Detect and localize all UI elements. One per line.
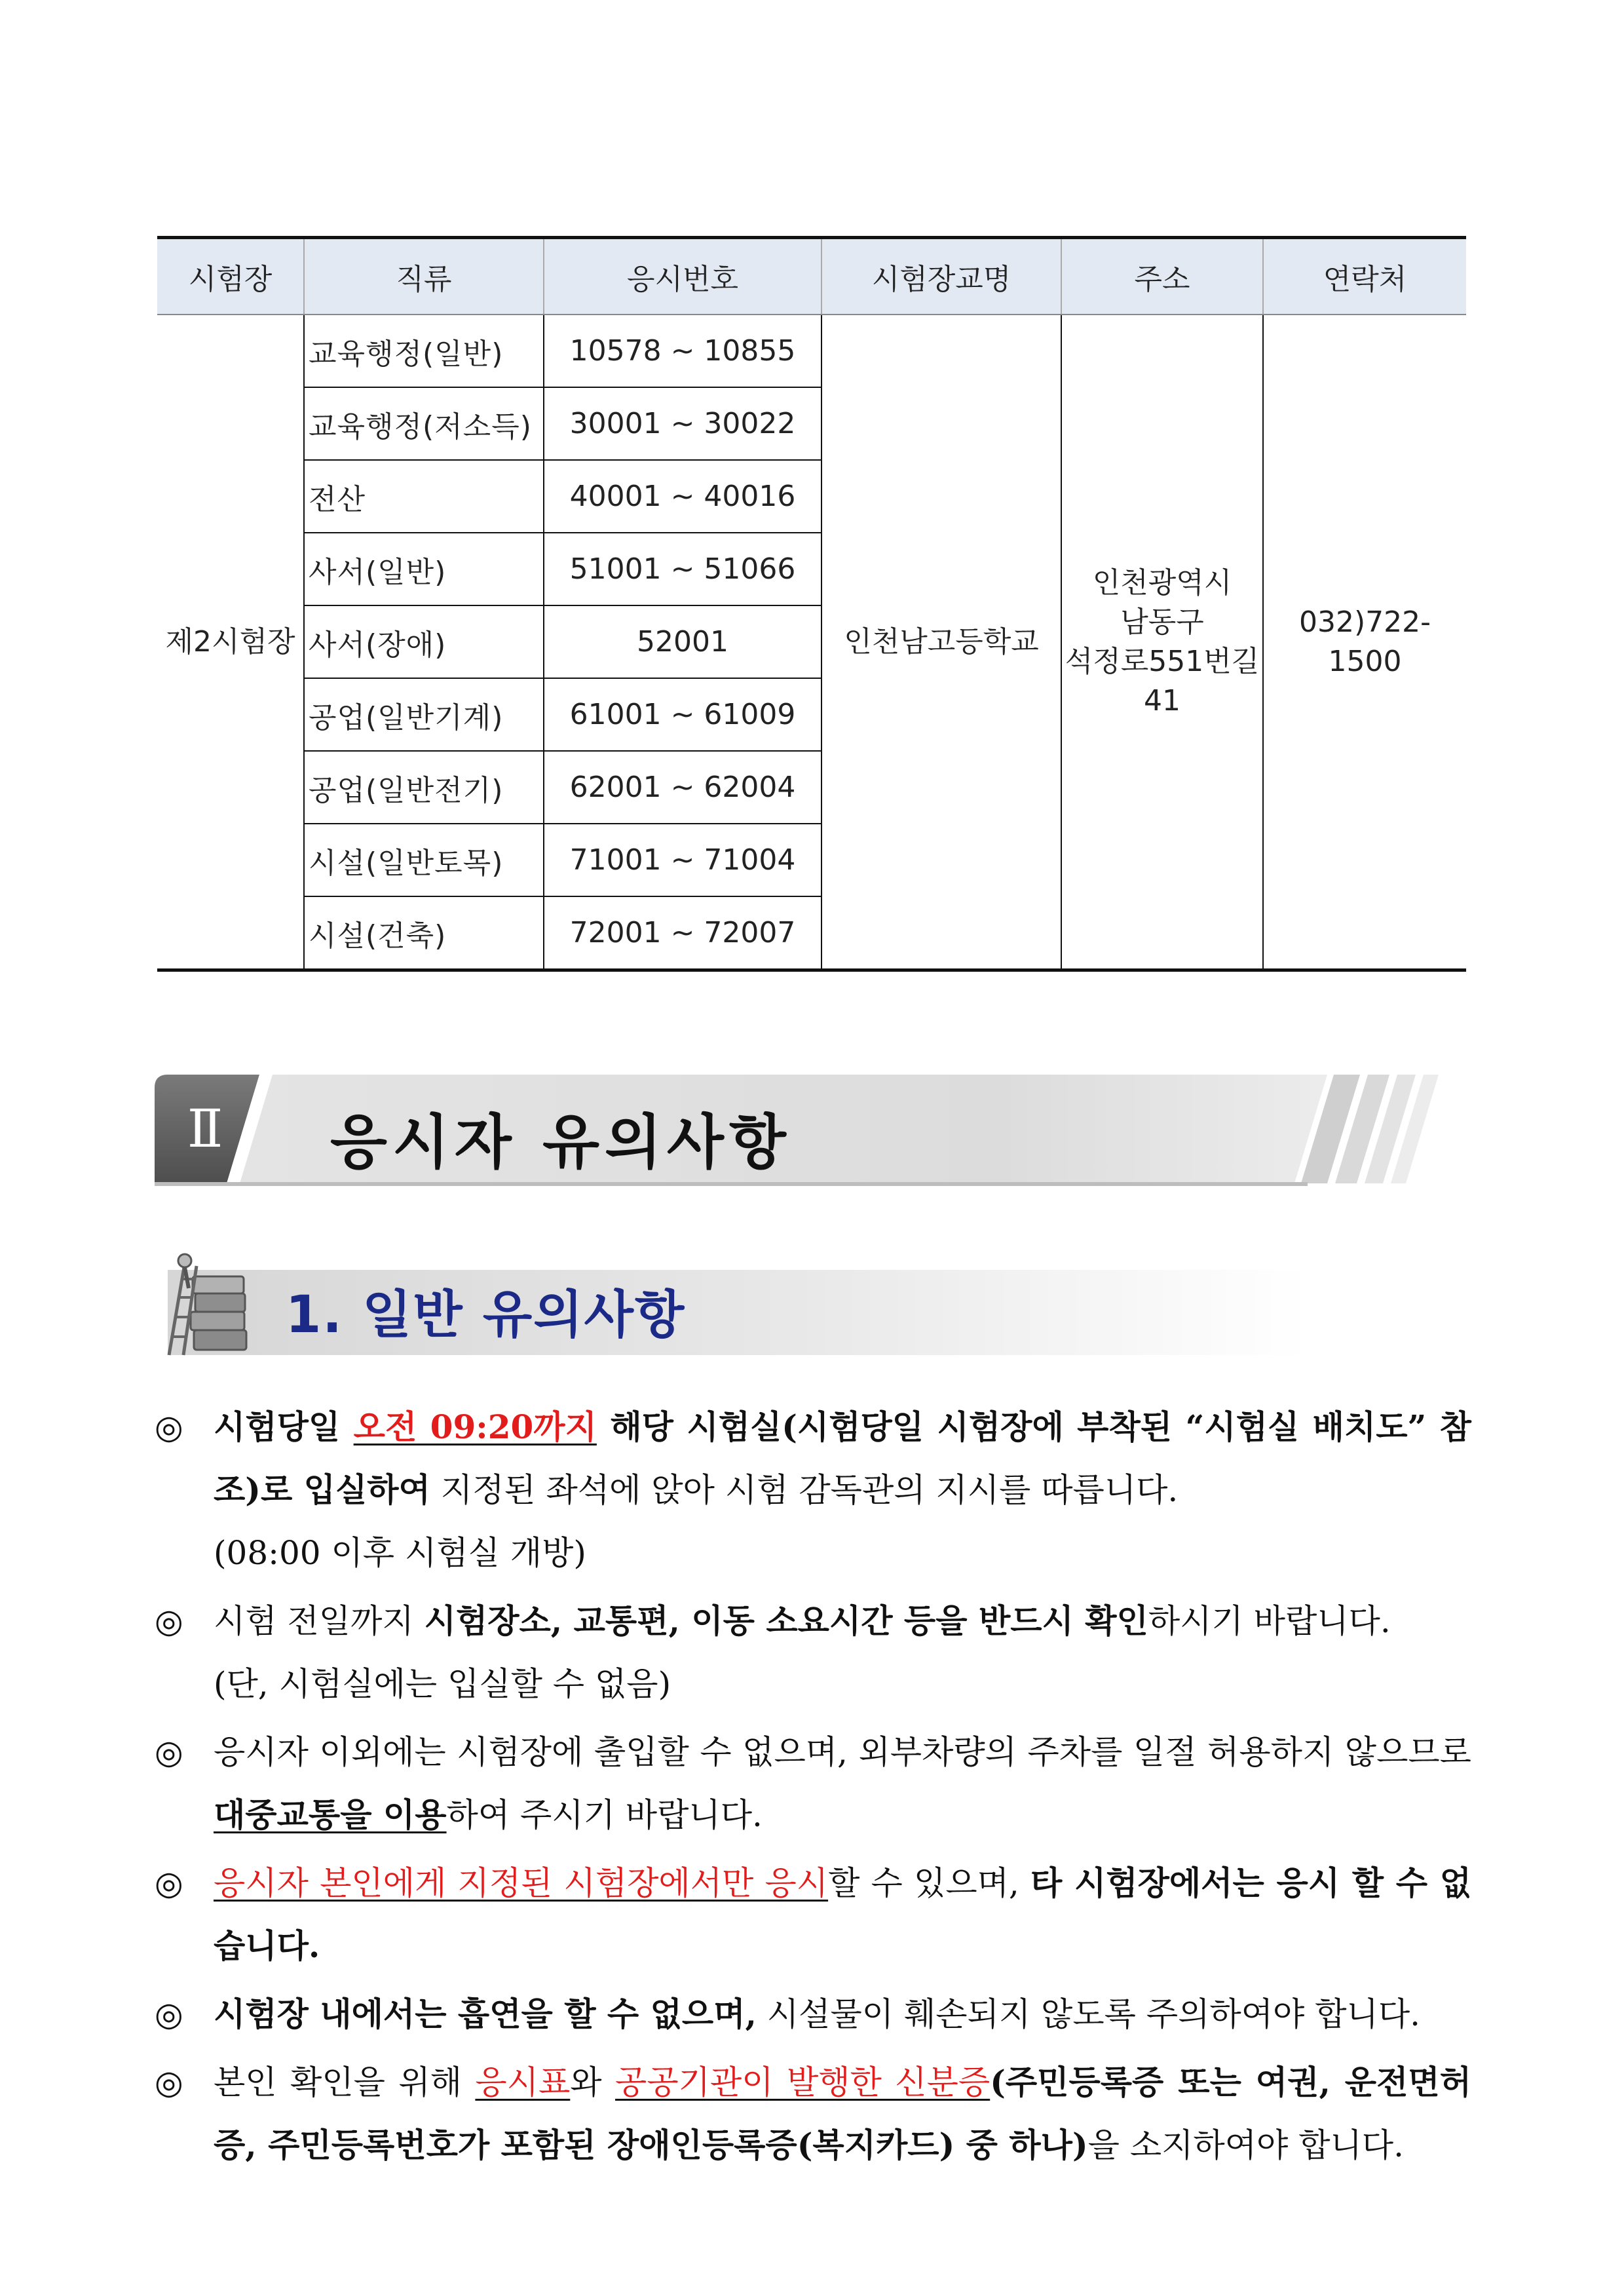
subsection-heading	[155, 1252, 1308, 1363]
address-line: 남동구	[1120, 605, 1204, 639]
list-item	[155, 2051, 1471, 2177]
notes-list	[155, 1396, 1471, 2182]
note-text-part: (주민등록증 또는 여권, 운전면허증, 주민등록번호가 포함된 장애인등록증(복지카드) 중 하나)	[214, 2063, 1471, 2164]
address-line: 인천광역시	[1092, 565, 1232, 600]
note-text-part: 와	[570, 2063, 616, 2101]
note-highlight: 응시자 본인에게 지정된 시험장에서만 응시	[214, 1864, 829, 1902]
exam-number-cell: 52001	[544, 605, 821, 678]
bullet-icon: ◎	[155, 1408, 183, 1446]
job-type-cell: 공업(일반기계)	[304, 678, 544, 751]
note-text	[214, 1721, 1471, 1846]
header-contact: 연락처	[1263, 238, 1466, 315]
section-banner	[155, 1072, 1465, 1190]
list-item	[155, 1852, 1471, 1978]
note-text-part: 본인 확인을 위해	[214, 2063, 476, 2101]
list-item	[155, 1590, 1471, 1715]
note-text-part: 시험장소, 교통편, 이동 소요시간 등을 반드시 확인	[424, 1601, 1148, 1640]
bullet-icon: ◎	[155, 2063, 183, 2101]
job-type-cell: 시설(일반토목)	[304, 824, 544, 896]
bullet-icon: ◎	[155, 1602, 183, 1640]
note-highlight: 오전 09:20까지	[353, 1407, 597, 1446]
section-title: 응시자 유의사항	[330, 1108, 791, 1177]
note-text-part: 응시자 이외에는 시험장에 출입할 수 없으며, 외부차량의 주차를 일절 허용하지 않으므로	[214, 1733, 1471, 1771]
job-type-cell: 사서(일반)	[304, 533, 544, 605]
note-text-part: 할 수 있으며,	[828, 1864, 1030, 1902]
exam-number-cell: 40001 ~ 40016	[544, 460, 821, 533]
note-text-part: 하시기 바랍니다.	[1148, 1602, 1391, 1640]
note-text-part: 시험장 내에서는 흡연을 할 수 없으며,	[214, 1995, 757, 2033]
note-text-part: 해당 시험실(시험당일 시험장에 부착된 “시험실 배치도” 참조)로 입실하여	[214, 1407, 1471, 1509]
header-job-type: 직류	[304, 238, 544, 315]
bullet-icon: ◎	[155, 1733, 183, 1771]
note-text-part: 을 소지하여야 합니다.	[1087, 2126, 1405, 2164]
contact-cell: 032)722-1500	[1263, 315, 1466, 970]
books-ladder-icon	[155, 1252, 253, 1363]
note-text-part: 시험 전일까지	[214, 1602, 425, 1640]
note-text-part: 지정된 좌석에 앉아 시험 감독관의 지시를 따릅니다.	[430, 1471, 1179, 1509]
table-row	[157, 315, 1466, 387]
exam-number-cell: 72001 ~ 72007	[544, 896, 821, 970]
address-line: 석정로551번길	[1065, 644, 1260, 678]
table-header-row	[157, 238, 1466, 315]
header-exam-number: 응시번호	[544, 238, 821, 315]
exam-number-cell: 30001 ~ 30022	[544, 387, 821, 460]
note-highlight: 대중교통을 이용	[214, 1795, 447, 1834]
note-text	[214, 1396, 1471, 1584]
note-text	[214, 1852, 1471, 1978]
note-text-part: 시설물이 훼손되지 않도록 주의하여야 합니다.	[756, 1995, 1421, 2033]
bullet-icon: ◎	[155, 1995, 183, 2033]
note-text-part: 타 시험장에서는 응시 할 수 없습니다.	[214, 1864, 1471, 1965]
address-cell	[1061, 315, 1263, 970]
subsection-title: 1. 일반 유의사항	[286, 1286, 686, 1345]
venue-cell: 제2시험장	[157, 315, 304, 970]
exam-venue-table	[157, 236, 1466, 972]
note-highlight: 응시표	[475, 2063, 571, 2101]
exam-number-cell: 71001 ~ 71004	[544, 824, 821, 896]
job-type-cell: 전산	[304, 460, 544, 533]
job-type-cell: 교육행정(일반)	[304, 315, 544, 387]
note-text	[214, 1590, 1471, 1715]
note-text-part: (08:00 이후 시험실 개방)	[214, 1534, 586, 1572]
exam-number-cell: 10578 ~ 10855	[544, 315, 821, 387]
list-item	[155, 1396, 1471, 1584]
note-text-part: 시험당일	[214, 1407, 354, 1446]
header-address: 주소	[1061, 238, 1263, 315]
school-name-cell: 인천남고등학교	[821, 315, 1061, 970]
exam-number-cell: 51001 ~ 51066	[544, 533, 821, 605]
bullet-icon: ◎	[155, 1864, 183, 1902]
address-line: 41	[1144, 683, 1180, 718]
job-type-cell: 교육행정(저소득)	[304, 387, 544, 460]
list-item	[155, 1983, 1471, 2046]
note-highlight: 공공기관이 발행한 신분증	[615, 2063, 991, 2101]
exam-number-cell: 61001 ~ 61009	[544, 678, 821, 751]
header-venue: 시험장	[157, 238, 304, 315]
job-type-cell: 사서(장애)	[304, 605, 544, 678]
job-type-cell: 시설(건축)	[304, 896, 544, 970]
section-number: Ⅱ	[187, 1098, 223, 1159]
header-school-name: 시험장교명	[821, 238, 1061, 315]
note-text-part: (단, 시험실에는 입실할 수 없음)	[214, 1665, 671, 1703]
list-item	[155, 1721, 1471, 1846]
job-type-cell: 공업(일반전기)	[304, 751, 544, 824]
note-text	[214, 2051, 1471, 2177]
exam-number-cell: 62001 ~ 62004	[544, 751, 821, 824]
note-text-part: 하여 주시기 바랍니다.	[446, 1796, 763, 1834]
note-text	[214, 1983, 1471, 2046]
